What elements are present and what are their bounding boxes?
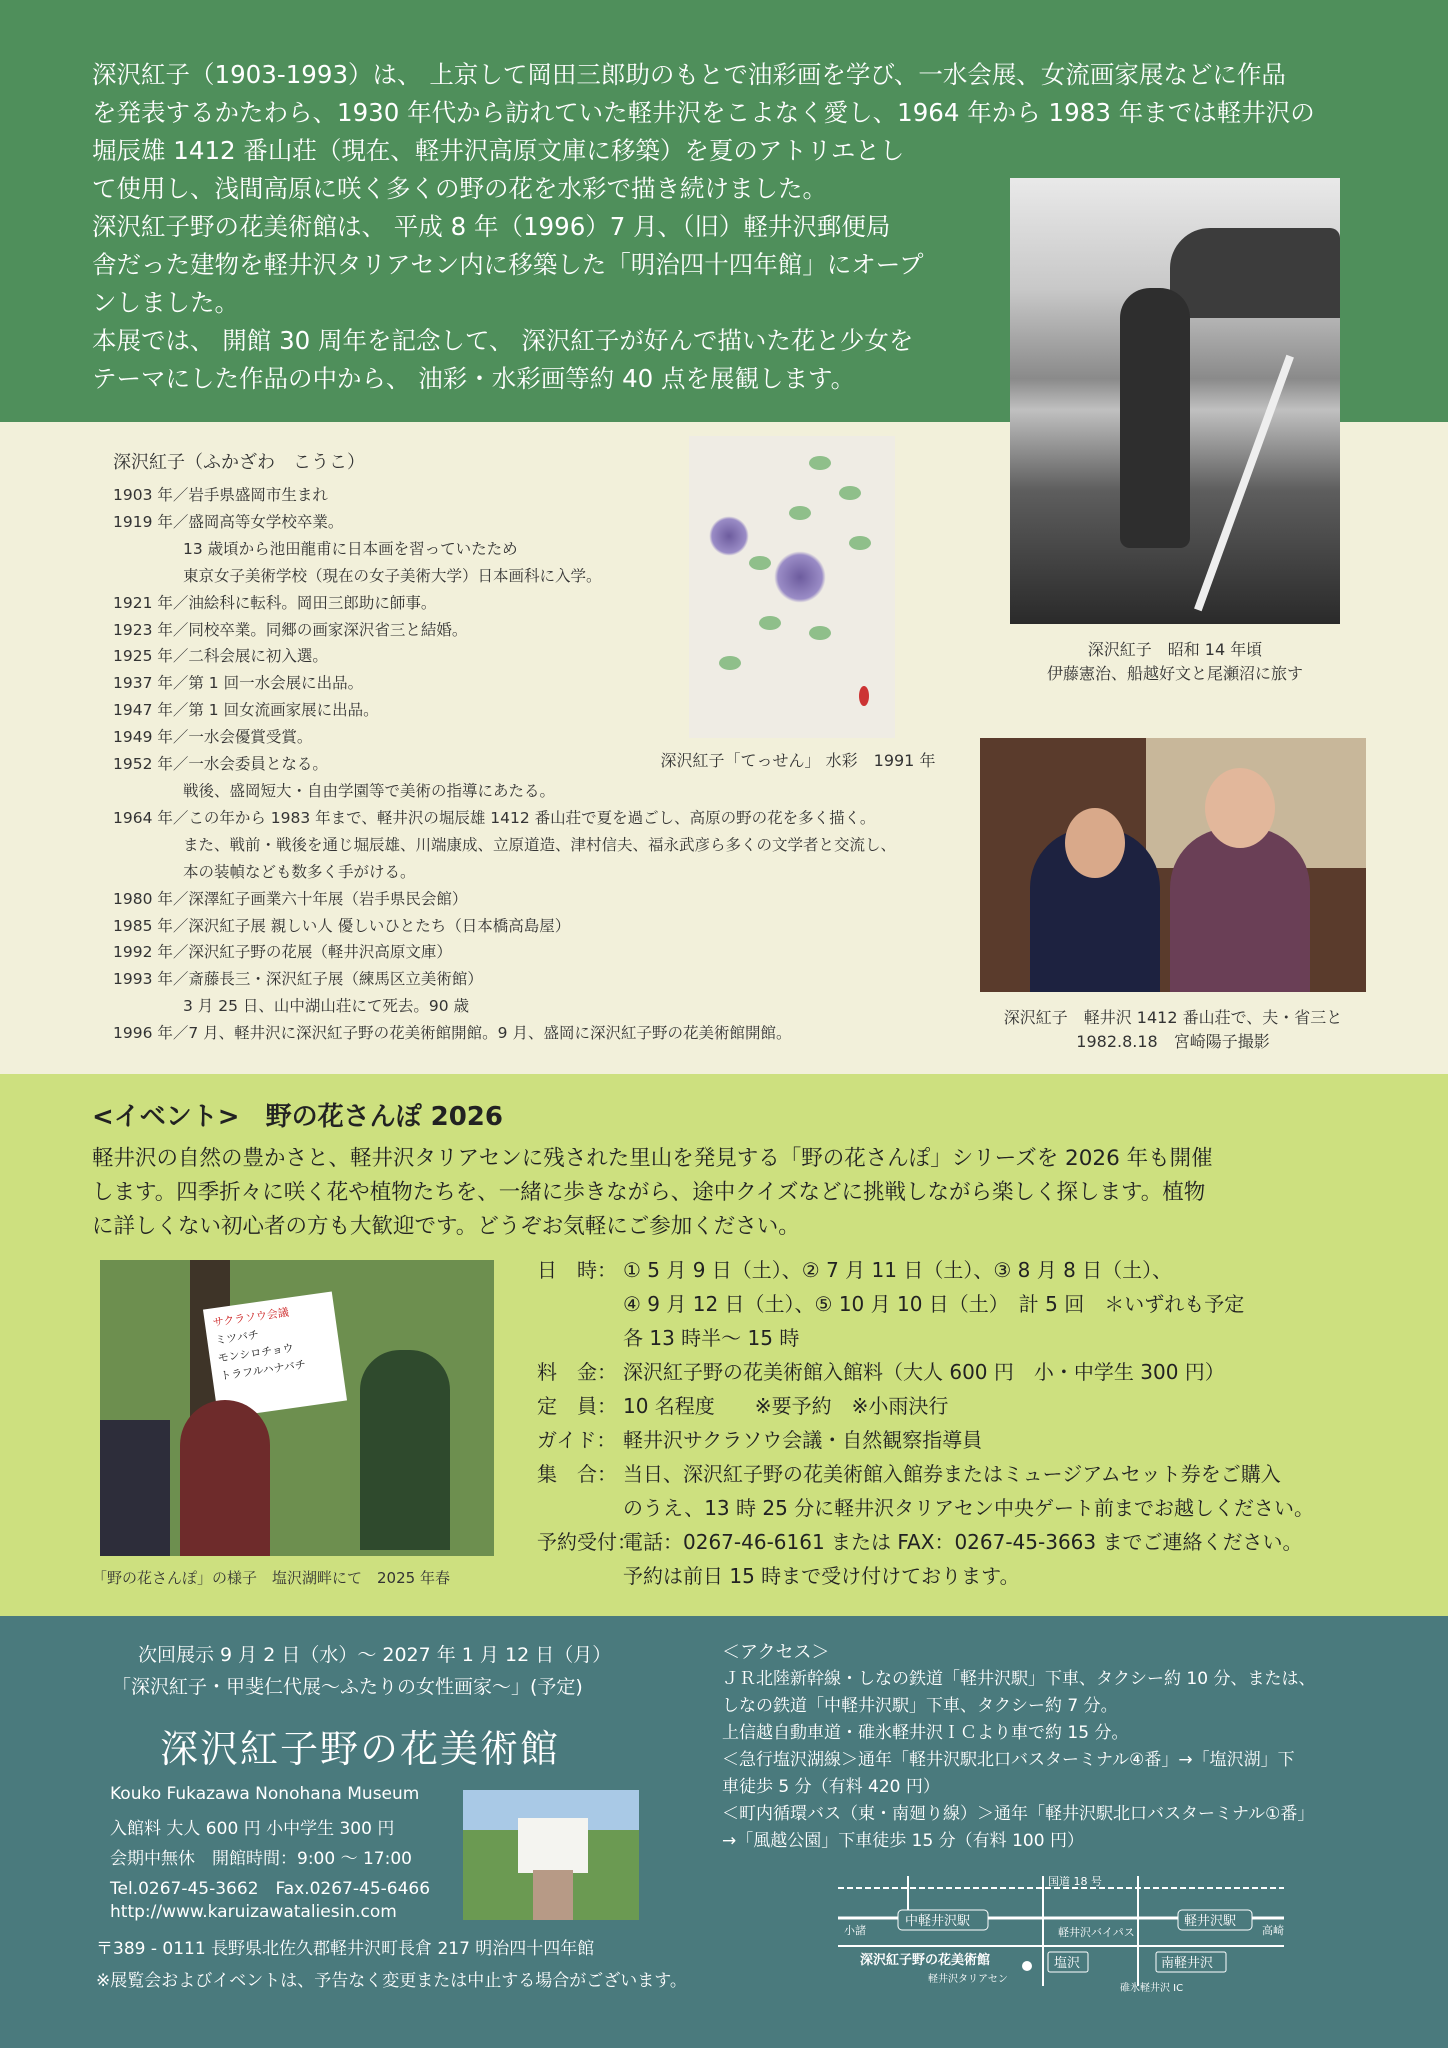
walk-event-photo <box>100 1260 494 1556</box>
map-label-route18: 国道 18 号 <box>1048 1876 1102 1888</box>
event-detail-text: 当日、深沢紅子野の花美術館入館券またはミュージアムセット券をご購入 <box>623 1462 1281 1486</box>
access-line: ＜急行塩沢湖線＞通年「軽井沢駅北口バスターミナル④番」→「塩沢湖」下 <box>722 1750 1295 1770</box>
event-detail-label: 料 金： <box>537 1360 617 1384</box>
bio-timeline-entry: 1921 年／油絵科に転科。岡田三郎助に師事。 <box>113 593 437 612</box>
event-detail-text: 予約は前日 15 時まで受け付けております。 <box>623 1564 1020 1588</box>
access-line: ＪＲ北陸新幹線・しなの鉄道「軽井沢駅」下車、タクシー約 10 分、または、 <box>722 1669 1316 1689</box>
event-detail-label: ガイド： <box>537 1428 617 1452</box>
map-label-bypass: 軽井沢バイパス <box>1058 1926 1135 1939</box>
couple-photo-caption: 深沢紅子 軽井沢 1412 番山荘で、夫・省三と 1982.8.18 宮崎陽子撮影 <box>1003 1008 1343 1051</box>
access-line: 車徒歩 5 分（有料 420 円） <box>722 1777 940 1797</box>
bio-timeline-entry: 1992 年／深沢紅子野の花展（軽井沢高原文庫） <box>113 943 452 962</box>
museum-marker <box>1022 1961 1032 1971</box>
event-detail-row <box>537 1355 1314 1389</box>
access-line: →「風越公園」下車徒歩 15 分（有料 100 円） <box>722 1831 1084 1851</box>
intro-line: テーマにした作品の中から、 油彩・水彩画等約 40 点を展観します。 <box>92 364 856 393</box>
map-label-shiozawa: 塩沢 <box>1054 1956 1081 1971</box>
painting-caption: 深沢紅子「てっせん」 水彩 1991 年 <box>660 751 936 770</box>
opening-hours: 会期中無休 開館時間：9:00 ～ 17:00 <box>110 1849 412 1869</box>
bio-title: 深沢紅子（ふかざわ こうこ） <box>113 452 365 473</box>
next-exhibit-title: 「深沢紅子・甲斐仁代展～ふたりの女性画家～」(予定) <box>112 1676 583 1698</box>
event-detail-row <box>537 1423 1314 1457</box>
intro-line: 深沢紅子野の花美術館は、 平成 8 年（1996）7 月、（旧）軽井沢郵便局 <box>92 212 891 241</box>
intro-line: て使用し、浅間高原に咲く多くの野の花を水彩で描き続けました。 <box>92 174 827 203</box>
artist-painting-photo <box>1010 178 1340 624</box>
bio-timeline-entry: 本の装幀なども数多く手がける。 <box>183 862 416 881</box>
bio-timeline-entry: 1952 年／一水会委員となる。 <box>113 755 328 774</box>
event-detail-label: 集 合： <box>537 1462 617 1486</box>
museum-address: 〒389 - 0111 長野県北佐久郡軽井沢町長倉 217 明治四十四年館 <box>96 1939 595 1959</box>
event-detail-text: ④ 9 月 12 日（土）、⑤ 10 月 10 日（土） 計 5 回 ＊いずれも予定 <box>623 1292 1245 1316</box>
event-detail-row <box>537 1321 1314 1355</box>
map-label-takasaki: 高崎 <box>1262 1924 1284 1937</box>
event-detail-row <box>537 1253 1314 1287</box>
access-line: ＜町内循環バス（東・南廻り線）＞通年「軽井沢駅北口バスターミナル①番」 <box>722 1804 1315 1824</box>
event-detail-text: ① 5 月 9 日（土）、② 7 月 11 日（土）、③ 8 月 8 日（土）、 <box>623 1258 1173 1282</box>
bio-timeline-entry: 1985 年／深沢紅子展 親しい人 優しいひとたち（日本橋高島屋） <box>113 916 571 935</box>
access-line: しなの鉄道「中軽井沢駅」下車、タクシー約 7 分。 <box>722 1696 1118 1716</box>
access-title: ＜アクセス＞ <box>722 1642 830 1663</box>
event-detail-row <box>537 1559 1314 1593</box>
museum-english-name: Kouko Fukazawa Nonohana Museum <box>110 1784 420 1804</box>
event-detail-text: 各 13 時半～ 15 時 <box>623 1326 800 1350</box>
intro-line: ンしました。 <box>92 288 239 317</box>
map-label-karuizawa: 軽井沢駅 <box>1184 1914 1237 1929</box>
map-label-komoro: 小諸 <box>844 1924 866 1937</box>
intro-line: 舎だった建物を軽井沢タリアセン内に移築した「明治四十四年館」にオープ <box>92 250 924 279</box>
bio-timeline-entry: 1923 年／同校卒業。同郷の画家深沢省三と結婚。 <box>113 620 468 639</box>
museum-name: 深沢紅子野の花美術館 <box>160 1727 561 1771</box>
bio-timeline-entry: 東京女子美術学校（現在の女子美術大学）日本画科に入学。 <box>183 566 602 585</box>
bio-timeline-entry: 1925 年／二科会展に初入選。 <box>113 647 328 666</box>
bio-timeline-entry: 1903 年／岩手県盛岡市生まれ <box>113 486 328 504</box>
bio-timeline-entry: 13 歳頃から池田龍甫に日本画を習っていたため <box>183 539 518 558</box>
intro-line: を発表するかたわら、1930 年代から訪れていた軽井沢をこよなく愛し、1964 年から 1983 年までは軽井沢の <box>92 98 1315 127</box>
bio-timeline-entry: 戦後、盛岡短大・自由学園等で美術の指導にあたる。 <box>183 781 556 800</box>
change-notice: ※展覧会およびイベントは、予告なく変更または中止する場合がございます。 <box>96 1971 687 1991</box>
access-list <box>722 1666 1315 1855</box>
bio-timeline-entry: 1996 年／7 月、軽井沢に深沢紅子野の花美術館開館。9 月、盛岡に深沢紅子野の花美術館開館。 <box>113 1024 792 1043</box>
map-label-minami: 南軽井沢 <box>1161 1956 1214 1971</box>
bio-timeline-entry: 1993 年／斎藤長三・深沢紅子展（練馬区立美術館） <box>113 970 483 989</box>
phone-fax: Tel.0267-45-3662 Fax.0267-45-6466 <box>110 1879 431 1899</box>
intro-line: 深沢紅子（1903-1993）は、 上京して岡田三郎助のもとで油彩画を学び、一水会展、女流画家展などに作品 <box>92 60 1286 89</box>
bio-timeline-entry: 1947 年／第 1 回女流画家展に出品。 <box>113 701 379 720</box>
event-detail-row <box>537 1389 1314 1423</box>
event-detail-row <box>537 1287 1314 1321</box>
event-details <box>537 1253 1314 1593</box>
bio-timeline-entry: 1980 年／深澤紅子画業六十年展（岩手県民会館） <box>113 889 468 908</box>
guide-sign: サクラソウ会議 ミツバチ モンシロチョウ トラフルハナバチ <box>203 1291 347 1418</box>
bio-timeline-entry: また、戦前・戦後を通じ堀辰雄、川端康成、立原道造、津村信夫、福永武彦ら多くの文学者と交流し、 <box>183 835 897 854</box>
access-line: 上信越自動車道・碓氷軽井沢ＩＣより車で約 15 分。 <box>722 1723 1129 1743</box>
bio-timeline <box>113 482 896 1047</box>
bio-timeline-entry: 1937 年／第 1 回一水会展に出品。 <box>113 674 364 693</box>
event-detail-text: 軽井沢サクラソウ会議・自然観察指導員 <box>623 1428 983 1452</box>
event-detail-label: 日 時： <box>537 1258 617 1282</box>
event-detail-label: 定 員： <box>537 1394 617 1418</box>
bio-timeline-entry: 1919 年／盛岡高等女学校卒業。 <box>113 512 344 531</box>
event-intro: 軽井沢の自然の豊かさと、軽井沢タリアセンに残された里山を発見する「野の花さんぽ」シリーズを 2026 年も開催 します。四季折々に咲く花や植物たちを、一緒に歩きながら、途中クイズなどに挑戦しながら楽しく探します。植物 に詳しくない初心者の方も大歓迎です。どうぞお気軽にご参加ください。 <box>92 1146 1213 1239</box>
museum-building-photo <box>463 1790 639 1920</box>
map-label-nakakaruizawa: 中軽井沢駅 <box>905 1914 971 1929</box>
map-label-museum: 深沢紅子野の花美術館 <box>860 1953 991 1968</box>
artist-photo-caption: 深沢紅子 昭和 14 年頃 伊藤憲治、船越好文と尾瀬沼に旅す <box>1046 640 1303 683</box>
bio-timeline-entry: 1964 年／この年から 1983 年まで、軽井沢の堀辰雄 1412 番山荘で夏を過ごし、高原の野の花を多く描く。 <box>113 808 876 827</box>
event-detail-label: 予約受付： <box>537 1530 637 1554</box>
event-detail-text: 電話：0267-46-6161 または FAX：0267-45-3663 までご連絡ください。 <box>623 1530 1303 1554</box>
event-detail-row <box>537 1457 1314 1491</box>
bio-timeline-entry: 3 月 25 日、山中湖山荘にて死去。90 歳 <box>183 997 470 1016</box>
event-detail-text: 10 名程度 ※要予約 ※小雨決行 <box>623 1394 949 1418</box>
website-link[interactable]: http://www.karuizawataliesin.com <box>110 1902 397 1922</box>
event-title: <イベント> 野の花さんぽ 2026 <box>92 1102 503 1132</box>
event-detail-row <box>537 1525 1314 1559</box>
map-label-ic: 碓氷軽井沢 IC <box>1120 1983 1184 1994</box>
walk-photo-caption: 「野の花さんぽ」の様子 塩沢湖畔にて 2025 年春 <box>92 1569 450 1587</box>
bio-timeline-entry: 1949 年／一水会優賞受賞。 <box>113 728 313 747</box>
access-map <box>838 1876 1294 1996</box>
event-detail-row <box>537 1491 1314 1525</box>
admission-fee: 入館料 大人 600 円 小中学生 300 円 <box>110 1819 395 1839</box>
map-label-taliesin: 軽井沢タリアセン <box>928 1974 1008 1985</box>
couple-photo <box>980 738 1366 992</box>
intro-line: 堀辰雄 1412 番山荘（現在、軽井沢高原文庫に移築）を夏のアトリエとし <box>92 136 905 165</box>
next-exhibit-dates: 次回展示 9 月 2 日（水）～ 2027 年 1 月 12 日（月） <box>138 1644 612 1666</box>
intro-line: 本展では、 開館 30 周年を記念して、 深沢紅子が好んで描いた花と少女を <box>92 326 914 355</box>
event-detail-text: のうえ、13 時 25 分に軽井沢タリアセン中央ゲート前までお越しください。 <box>623 1496 1314 1520</box>
event-detail-text: 深沢紅子野の花美術館入館料（大人 600 円 小・中学生 300 円） <box>623 1360 1225 1384</box>
